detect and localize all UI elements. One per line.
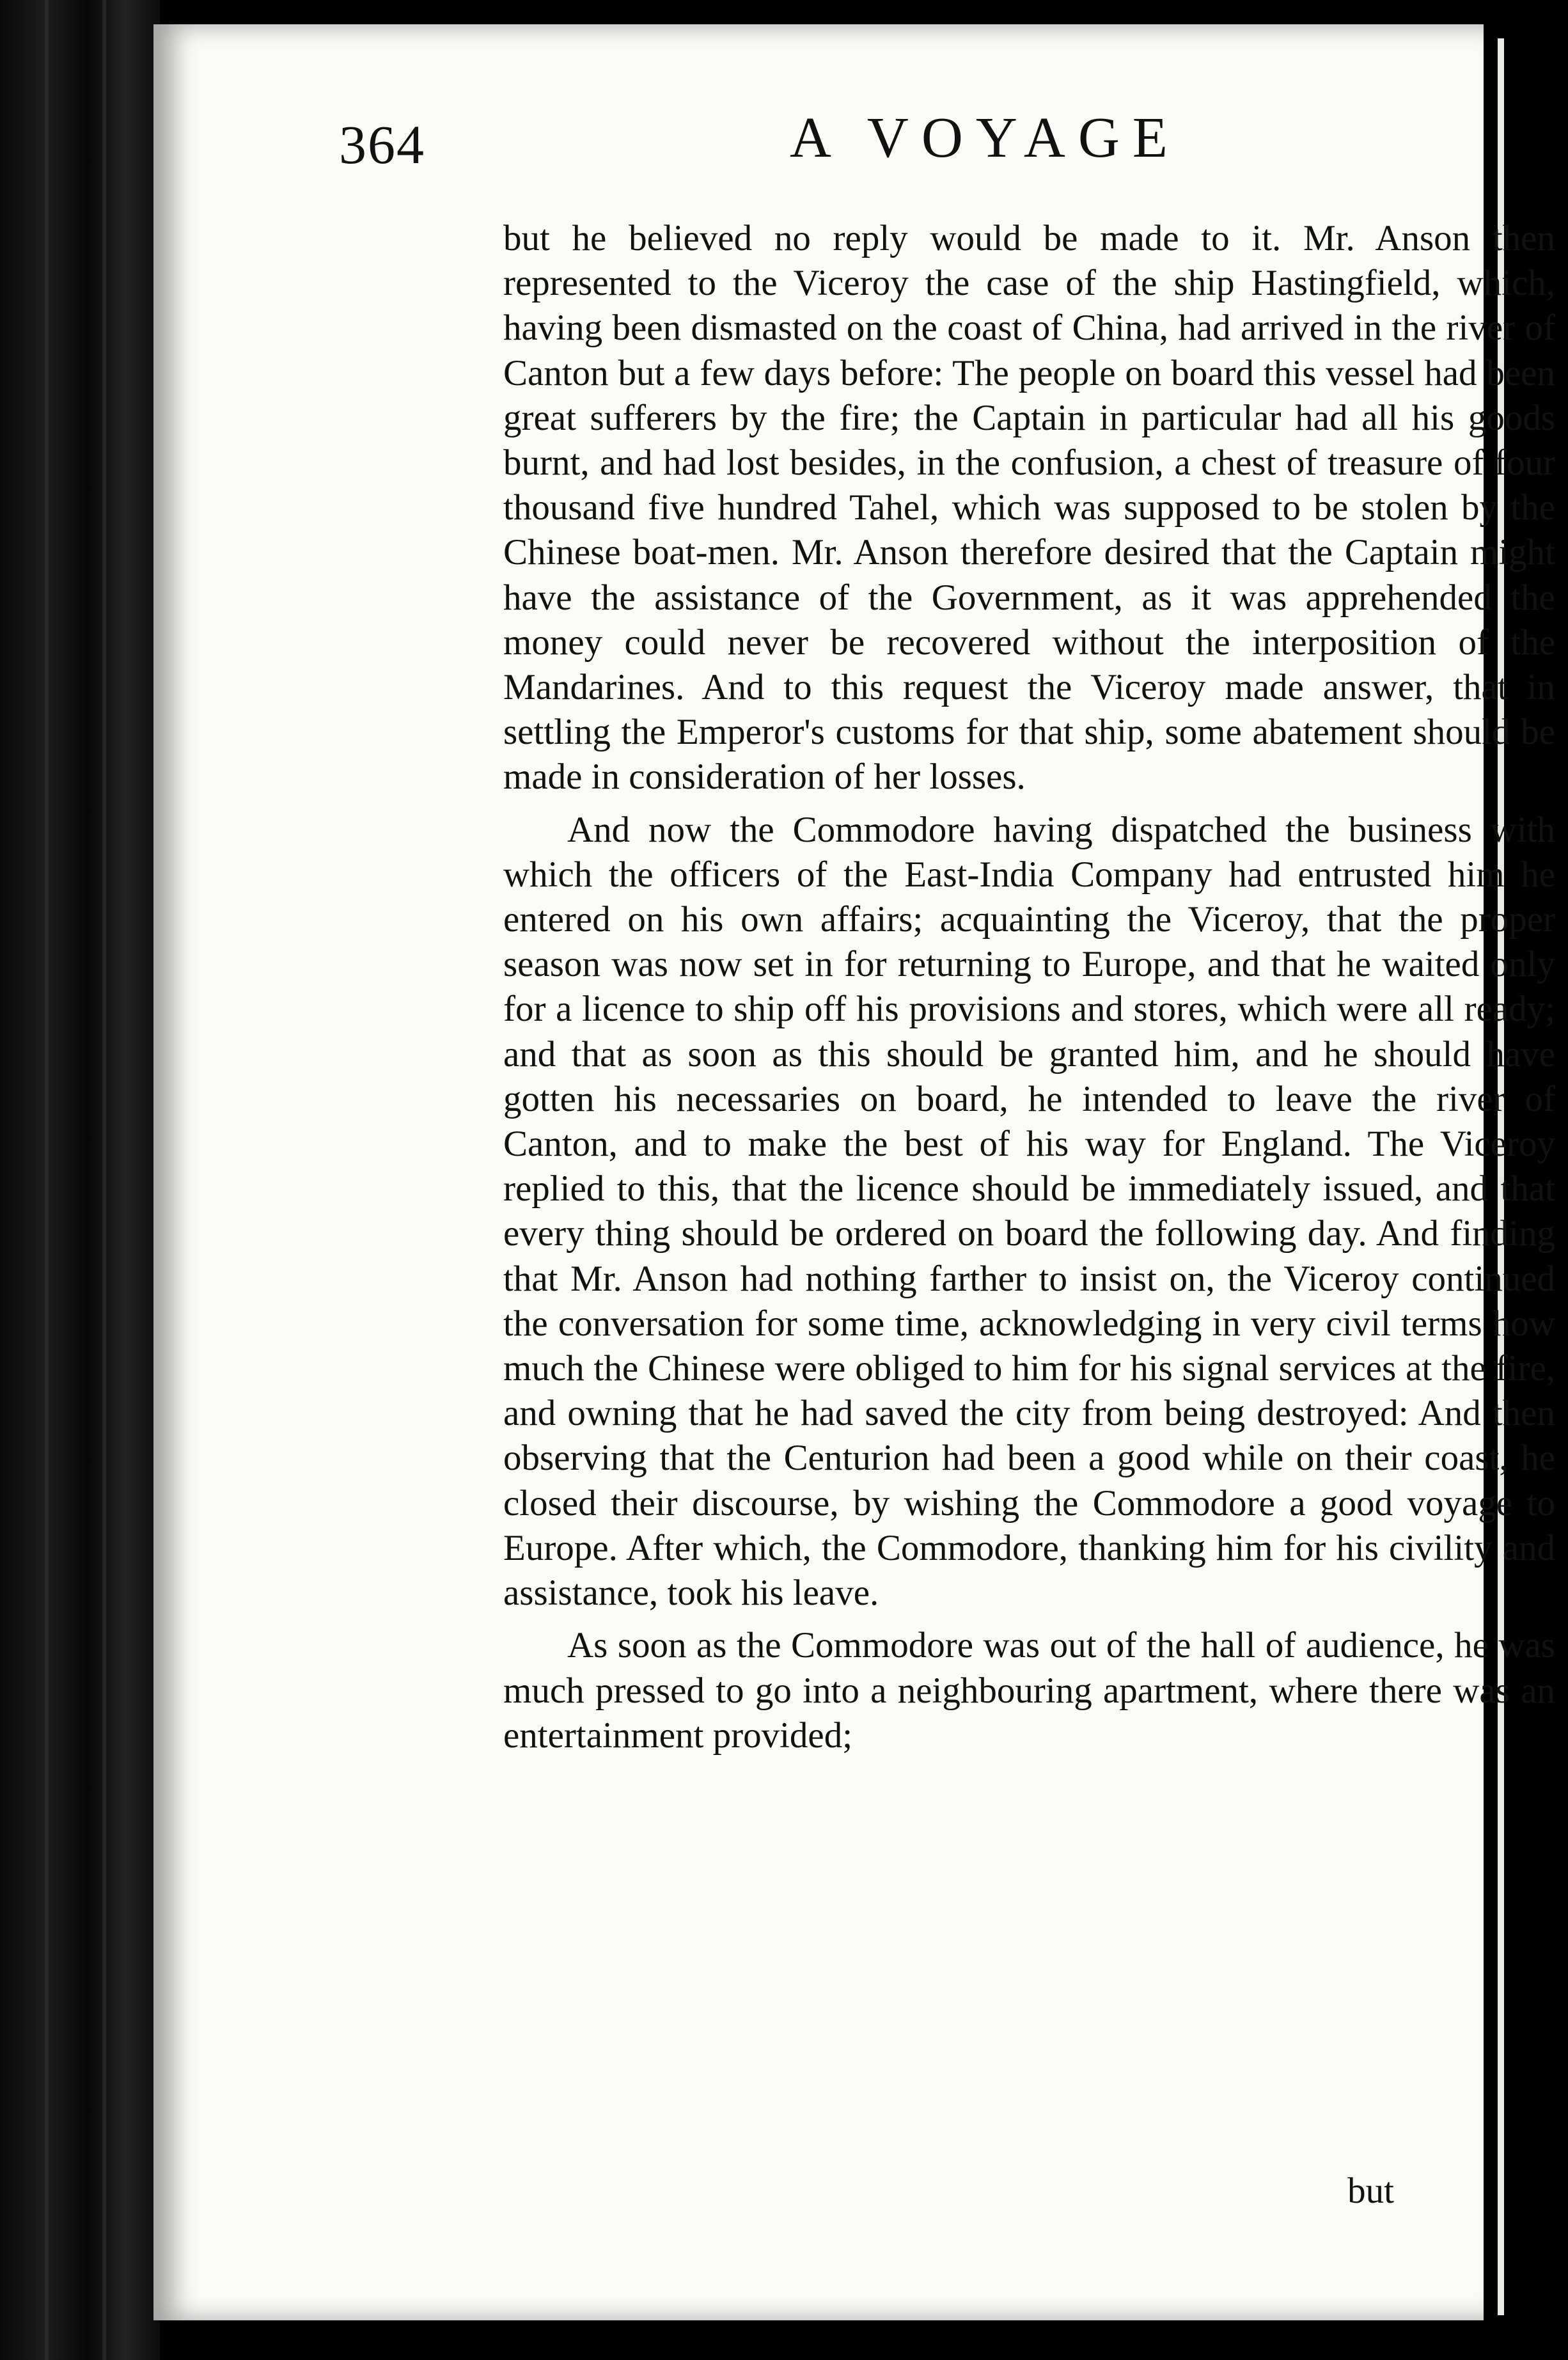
page-number: 364 — [339, 114, 425, 175]
book-spine — [0, 0, 160, 2360]
running-head — [153, 24, 1484, 175]
paragraph: As soon as the Commodore was out of the hall of audience, he was much pressed to go into a neighbouring apartment, where there was an entertainment provided; — [503, 1625, 1555, 1756]
running-title: A VOYAGE — [790, 106, 1180, 169]
paragraph: but he believed no reply would be made to it. Mr. Anson then represented to the Viceroy the case of the ship Hastingfield, which, having been dismasted on the coast of China, had arrived in the river of Canton but a few days before: The people on board this vessel had been great sufferers by the fire; the Captain in particular had all his goods burnt, and had lost besides, in the confusion, a chest of treasure of four thousand five hundred Tahel, which was supposed to be stolen by the Chinese boat-men. Mr. Anson therefore desired that the Captain might have the assistance of the Government, as it was apprehended the money could never be recovered without the interposition of the Mandarines. And to this request the Viceroy made answer, that in settling the Emperor's customs for that ship, some abatement should be made in consideration of her losses. — [503, 218, 1555, 798]
book-page — [153, 24, 1555, 2320]
spine-shadow-line — [102, 0, 106, 2360]
paragraph: And now the Commodore having dispatched the business with which the officers of the East-India Company had entrusted him he entered on his own affairs; acquainting the Viceroy, that the proper season was now set in for returning to Europe, and that he waited only for a licence to ship off his provisions and stores, which were all ready; and that as soon as this should be granted him, and he should have gotten his necessaries on board, he intended to leave the river of Canton, and to make the best of his way for England. The Viceroy replied to this, that the licence should be immediately issued, and that every thing should be ordered on board the following day. And finding that Mr. Anson had nothing farther to insist on, the Viceroy continued the conversation for some time, acknowledging in very civil terms how much the Chinese were obliged to him for his signal services at the fire, and owning that he had saved the city from being destroyed: And then observing that the Centurion had been a good while on their coast, he closed their discourse, by wishing the Commodore a good voyage to Europe. After which, the Commodore, thanking him for his civility and assistance, took his leave. — [503, 809, 1555, 1614]
page-text — [503, 216, 1555, 1758]
spine-shadow-line — [45, 0, 49, 2360]
catchword: but — [1347, 2171, 1394, 2211]
